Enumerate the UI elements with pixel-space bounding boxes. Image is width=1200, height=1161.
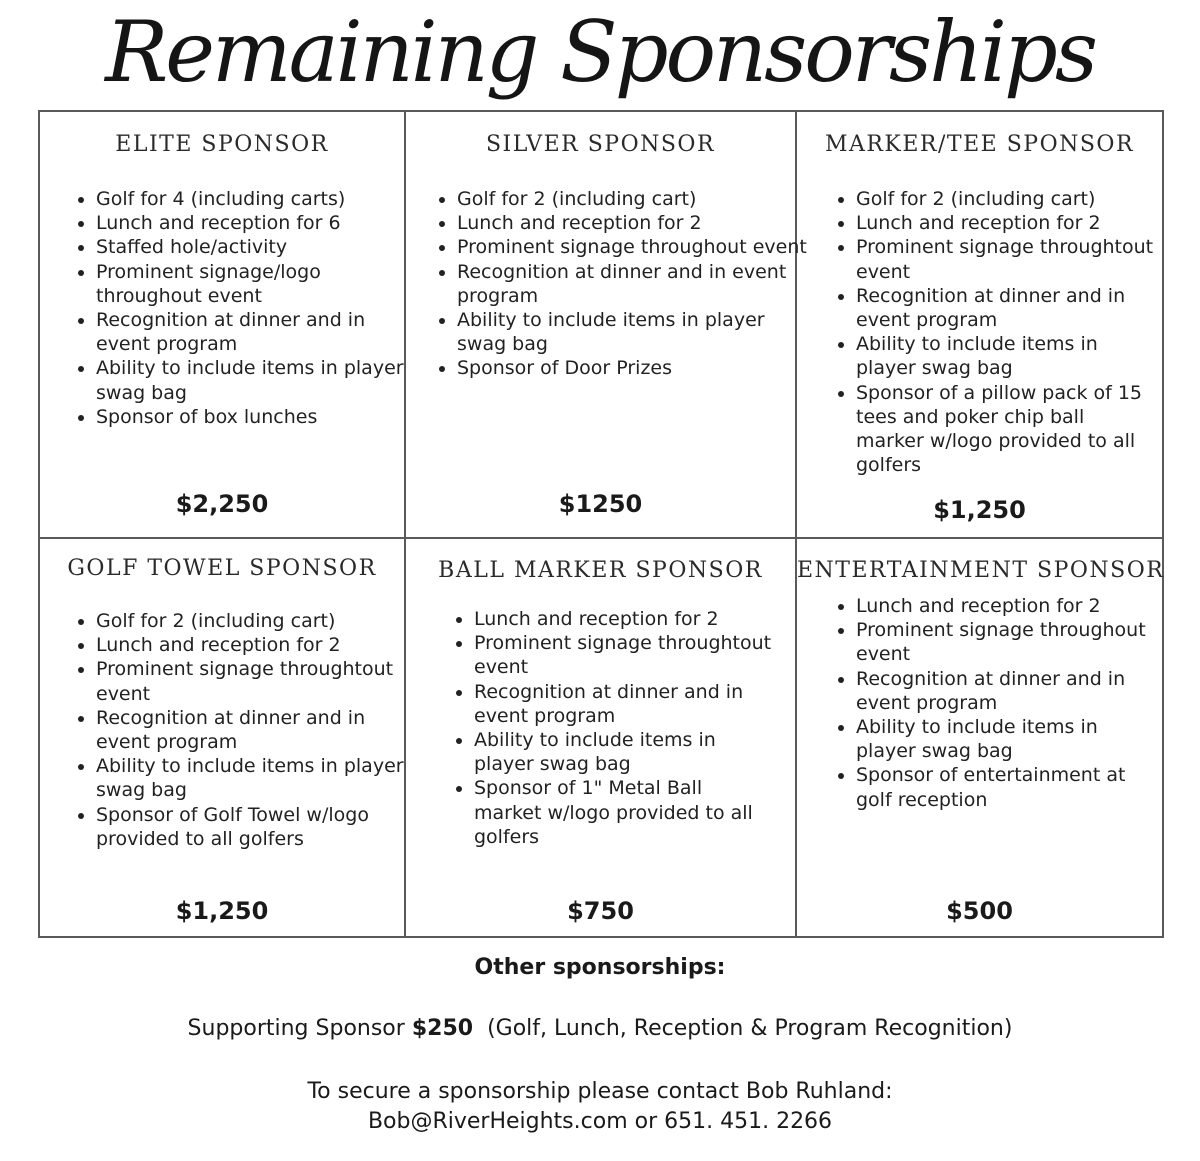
benefit-item: • Sponsor of 1" Metal Ball market w/logo provided to all golfers [474, 776, 774, 849]
sponsor-name: SILVER SPONSOR [485, 132, 716, 157]
benefit-item: • Sponsor of box lunches [96, 405, 406, 429]
contact-details: Bob@RiverHeights.com or 651. 451. 2266 [367, 1109, 833, 1134]
other-sponsorships-heading: Other sponsorships: [474, 955, 726, 980]
benefit-item: • Sponsor of Golf Towel w/logo provided to all golfers [96, 803, 406, 851]
benefit-item: • Lunch and reception for 2 [96, 633, 406, 657]
benefits-list [76, 187, 406, 429]
sponsor-price: $750 [567, 897, 634, 925]
benefit-item: • Golf for 2 (including cart) [856, 187, 1156, 211]
sponsor-price: $500 [946, 897, 1013, 925]
sponsor-name: GOLF TOWEL SPONSOR [67, 556, 377, 581]
benefit-item: • Lunch and reception for 2 [856, 594, 1156, 618]
benefit-item: • Sponsor of Door Prizes [457, 356, 807, 380]
benefits-list [836, 187, 1156, 477]
benefit-item: • Recognition at dinner and in event program [856, 284, 1156, 332]
sponsor-price: $1,250 [933, 496, 1026, 524]
benefit-item: • Golf for 2 (including cart) [96, 609, 406, 633]
benefit-item: • Staffed hole/activity [96, 235, 406, 259]
benefit-item: • Sponsor of entertainment at golf reception [856, 763, 1156, 811]
benefit-item: • Golf for 4 (including carts) [96, 187, 406, 211]
benefit-item: • Ability to include items in player swag bag [457, 308, 807, 356]
benefit-item: • Ability to include items in player swag bag [96, 356, 406, 404]
benefit-item: • Prominent signage throughtout event [474, 631, 774, 679]
sponsor-name: ELITE SPONSOR [115, 132, 329, 157]
sponsor-card-marker-tee [797, 112, 1162, 537]
benefit-item: • Recognition at dinner and in event program [457, 260, 807, 308]
benefits-list [836, 594, 1156, 812]
benefit-item: • Prominent signage/logo throughout event [96, 260, 406, 308]
sponsor-price: $1250 [558, 490, 643, 518]
benefits-list [454, 607, 774, 849]
sponsor-card-silver [406, 112, 807, 537]
sponsor-card-entertainment [797, 539, 1165, 936]
benefit-item: • Ability to include items in player swag bag [96, 754, 406, 802]
sponsor-card-golf-towel [40, 539, 404, 936]
benefit-item: • Lunch and reception for 2 [856, 211, 1156, 235]
benefit-item: • Lunch and reception for 2 [474, 607, 774, 631]
benefit-item: • Prominent signage throughout event [856, 618, 1156, 666]
benefit-item: • Lunch and reception for 6 [96, 211, 406, 235]
sponsor-price: $2,250 [175, 490, 269, 518]
benefit-item: • Recognition at dinner and in event program [856, 667, 1156, 715]
benefit-item: • Sponsor of a pillow pack of 15 tees and poker chip ball marker w/logo provided to all golfers [856, 381, 1156, 478]
sponsor-name: BALL MARKER SPONSOR [438, 558, 763, 583]
benefit-item: • Ability to include items in player swag bag [474, 728, 774, 776]
benefits-list [76, 609, 406, 851]
sponsor-name: ENTERTAINMENT SPONSOR [797, 558, 1165, 583]
benefit-item: • Recognition at dinner and in event program [96, 308, 406, 356]
sponsorship-grid [38, 110, 1164, 938]
benefit-item: • Prominent signage throughout event [457, 235, 807, 259]
sponsor-price: $1,250 [175, 897, 269, 925]
benefit-item: • Recognition at dinner and in event program [96, 706, 406, 754]
sponsor-name: MARKER/TEE SPONSOR [824, 132, 1135, 157]
supporting-sponsor-price: $250 [411, 1016, 474, 1041]
benefits-list [437, 187, 807, 381]
benefit-item: • Lunch and reception for 2 [457, 211, 807, 235]
sponsor-card-ball-marker [406, 539, 795, 936]
benefit-item: • Recognition at dinner and in event program [474, 680, 774, 728]
benefit-item: • Prominent signage throughtout event [856, 235, 1156, 283]
supporting-sponsor-description: (Golf, Lunch, Reception & Program Recognition) [487, 1016, 1013, 1041]
page-title: Remaining Sponsorships [105, 3, 1095, 101]
sponsor-card-elite [40, 112, 404, 537]
benefit-item: • Ability to include items in player swag bag [856, 715, 1156, 763]
supporting-sponsor-label: Supporting Sponsor [187, 1016, 405, 1041]
supporting-sponsor-line [0, 1016, 1200, 1041]
benefit-item: • Prominent signage throughtout event [96, 657, 406, 705]
contact-instructions: To secure a sponsorship please contact Bob Ruhland: [307, 1079, 893, 1104]
benefit-item: • Ability to include items in player swag bag [856, 332, 1156, 380]
benefit-item: • Golf for 2 (including cart) [457, 187, 807, 211]
